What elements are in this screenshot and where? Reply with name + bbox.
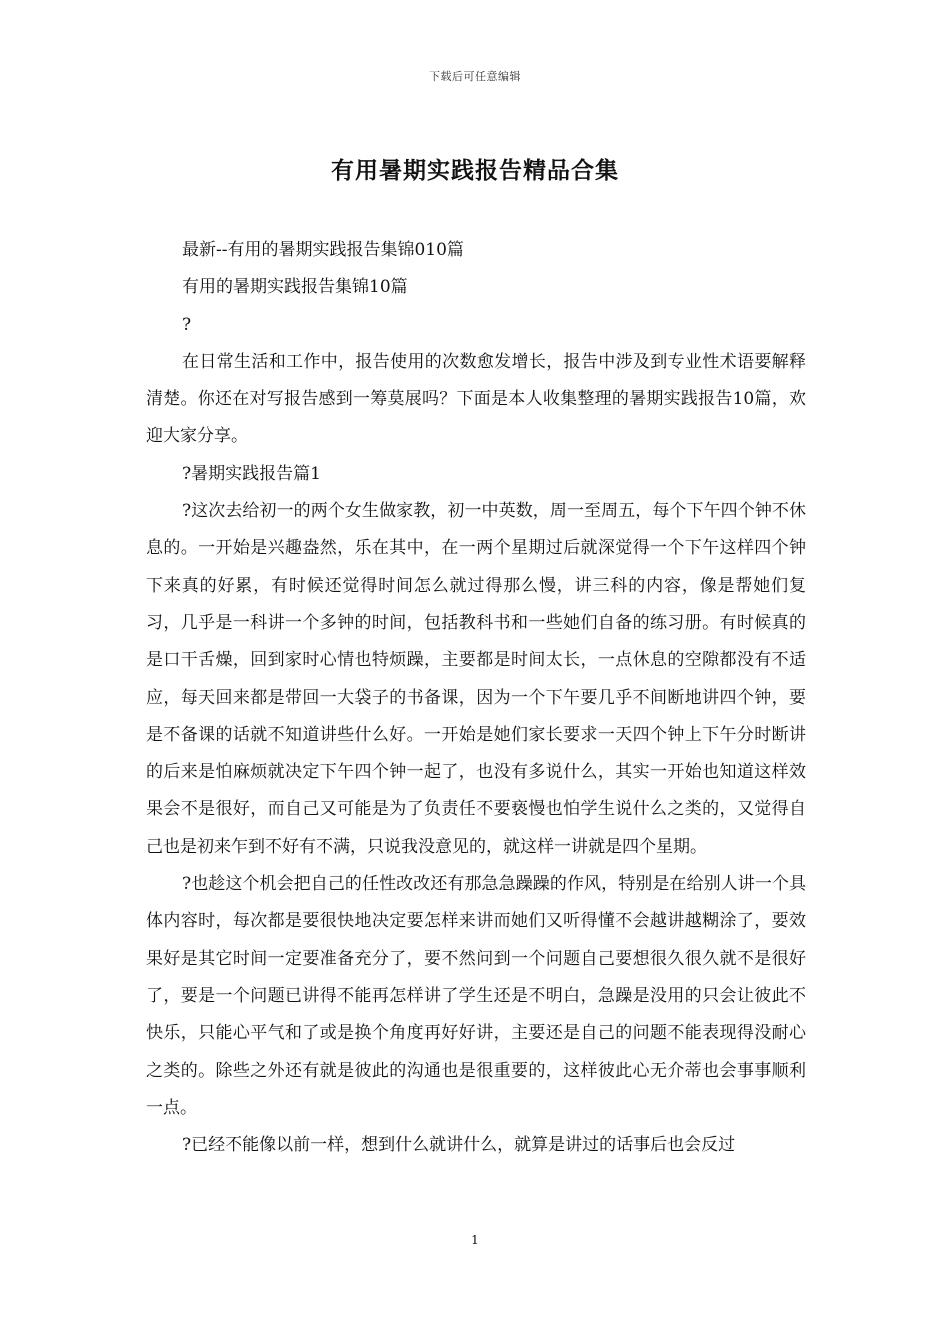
paragraph-body-1: ?这次去给初一的两个女生做家教，初一中英数，周一至周五，每个下午四个钟不休息的。一开始是兴趣盎然，乐在其中，在一两个星期过后就深觉得一个下午这样四个钟下来真的好累，有时候还觉得时间怎么就过得那么慢，讲三科的内容，像是帮她们复习，几乎是一科讲一个多钟的时间，包括教科书和一些她们自备的练习册。有时候真的是口干舌燥，回到家时心情也特烦躁，主要都是时间太长，一点休息的空隙都没有不适应，每天回来都是带回一大袋子的书备课，因为一个下午要几乎不间断地讲四个钟，要是不备课的话就不知道讲些什么好。一开始是她们家长要求一天四个钟上下午分时断讲的后来是怕麻烦就决定下午四个钟一起了，也没有多说什么，其实一开始也知道这样效果会不是很好，而自己又可能是为了负责任不要亵慢也怕学生说什么之类的，又觉得自己也是初来乍到不好有不满，只说我没意见的，就这样一讲就是四个星期。 xyxy=(146,501,806,857)
document-body xyxy=(146,232,806,1164)
paragraph-placeholder: ? xyxy=(182,314,192,335)
page-header-note: 下载后可任意编辑 xyxy=(429,70,521,83)
paragraph-subtitle-2: 有用的暑期实践报告集锦10篇 xyxy=(182,277,408,298)
paragraph-subtitle-1: 最新--有用的暑期实践报告集锦010篇 xyxy=(182,240,464,260)
page-number: 1 xyxy=(471,1233,479,1247)
paragraph-body-2: ?也趁这个机会把自己的任性改改还有那急急躁躁的作风，特别是在给别人讲一个具体内容时，每次都是要很快地决定要怎样来讲而她们又听得懂不会越讲越糊涂了，要效果好是其它时间一定要准备充分了，要不然问到一个问题自己要想很久很久就不是很好了，要是一个问题已讲得不能再怎样讲了学生还是不明白，急躁是没用的只会让彼此不快乐，只能心平气和了或是换个角度再好好讲，主要还是自己的问题不能表现得没耐心之类的。除些之外还有就是彼此的沟通也是很重要的，这样彼此心无介蒂也会事事顺利一点。 xyxy=(146,874,806,1118)
paragraph-intro: 在日常生活和工作中，报告使用的次数愈发增长，报告中涉及到专业性术语要解释清楚。你还在对写报告感到一筹莫展吗？下面是本人收集整理的暑期实践报告10篇，欢迎大家分享。 xyxy=(146,351,806,447)
paragraph-body-3: ?已经不能像以前一样，想到什么就讲什么，就算是讲过的话事后也会反过 xyxy=(182,1135,736,1156)
paragraph-section-heading: ?暑期实践报告篇1 xyxy=(182,463,321,484)
document-title: 有用暑期实践报告精品合集 xyxy=(331,157,619,184)
